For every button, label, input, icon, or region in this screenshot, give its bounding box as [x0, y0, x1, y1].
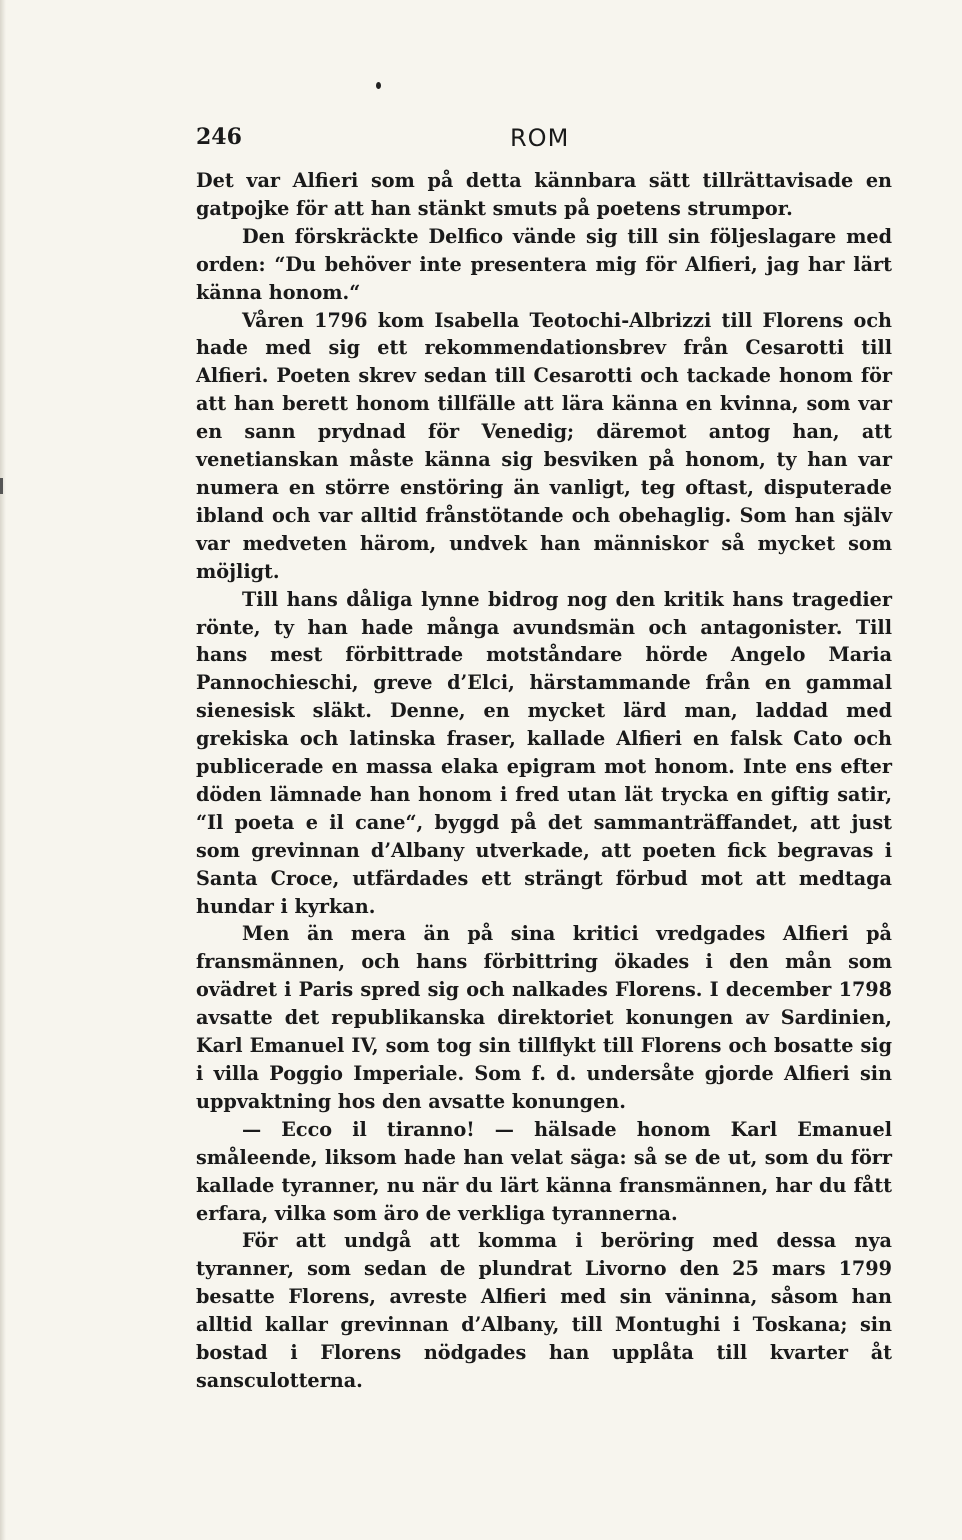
body-text — [196, 167, 892, 1395]
page-header — [196, 124, 892, 156]
page-number: 246 — [196, 124, 242, 150]
paragraph: Den förskräckte Delfico vände sig till sin följeslagare med orden: “Du behöver inte presentera mig för Alfieri, jag har lärt känna honom.“ — [196, 224, 892, 304]
paragraph: För att undgå att komma i beröring med dessa nya tyranner, som sedan de plundrat Livorno den 25 mars 1799 besatte Florens, avreste Alfieri med sin väninna, såsom han alltid kallar grevinnan d’Albany, till Montughi i Toskana; sin bostad i Florens nödgades han upplåta till kvarter åt sansculotterna. — [196, 1229, 892, 1392]
paragraph: Det var Alfieri som på detta kännbara sätt tillrättavisade en gatpojke för att han stänkt smuts på poetens strumpor. — [196, 169, 892, 220]
ink-dot — [376, 82, 381, 89]
paragraph: Men än mera än på sina kritici vredgades Alfieri på fransmännen, och hans förbittring ökades i den mån som ovädret i Paris spred sig och nalkades Florens. I december 1798 avsatte det republikanska direktoriet konungen av Sardinien, Karl Emanuel IV, som tog sin tillflykt till Florens och bosatte sig i villa Poggio Imperiale. Som f. d. undersåte gjorde Alfieri sin uppvaktning hos den avsatte konungen. — [196, 922, 892, 1113]
scan-edge — [0, 0, 6, 1540]
scan-mark — [0, 478, 3, 494]
paragraph: Våren 1796 kom Isabella Teotochi-Albrizzi till Florens och hade med sig ett rekommendationsbrev från Cesarotti till Alfieri. Poeten skrev sedan till Cesarotti och tackade honom för att han berett honom tillfälle att lära känna en kvinna, som var en sann prydnad för Venedig; däremot antog han, att venetianskan måste känna sig besviken på honom, ty han var numera en större enstöring än vanligt, teg oftast, disputerade ibland och var alltid frånstötande och obehaglig. Som han själv var medveten härom, undvek han människor så mycket som möjligt. — [196, 308, 892, 583]
running-head: ROM — [510, 124, 570, 152]
paragraph: — Ecco il tiranno! — hälsade honom Karl Emanuel småleende, liksom hade han velat säga: så se de ut, som du förr kallade tyranner, nu när du lärt känna fransmännen, har du fått erfara, vilka som äro de verkliga tyrannerna. — [196, 1117, 892, 1225]
paragraph: Till hans dåliga lynne bidrog nog den kritik hans tragedier rönte, ty han hade många avundsmän och antagonister. Till hans mest förbittrade motståndare hörde Angelo Maria Pannochieschi, greve d’Elci, härstammande från en gammal sienesisk släkt. Denne, en mycket lärd man, laddad med grekiska och latinska fraser, kallade Alfieri en falsk Cato och publicerade en massa elaka epigram mot honom. Inte ens efter döden lämnade han honom i fred utan lät trycka en giftig satir, “Il poeta e il cane“, byggd på det sammanträffandet, att just som grevinnan d’Albany utverkade, att poeten fick begravas i Santa Croce, utfärdades ett strängt förbud mot att medtaga hundar i kyrkan. — [196, 587, 892, 918]
